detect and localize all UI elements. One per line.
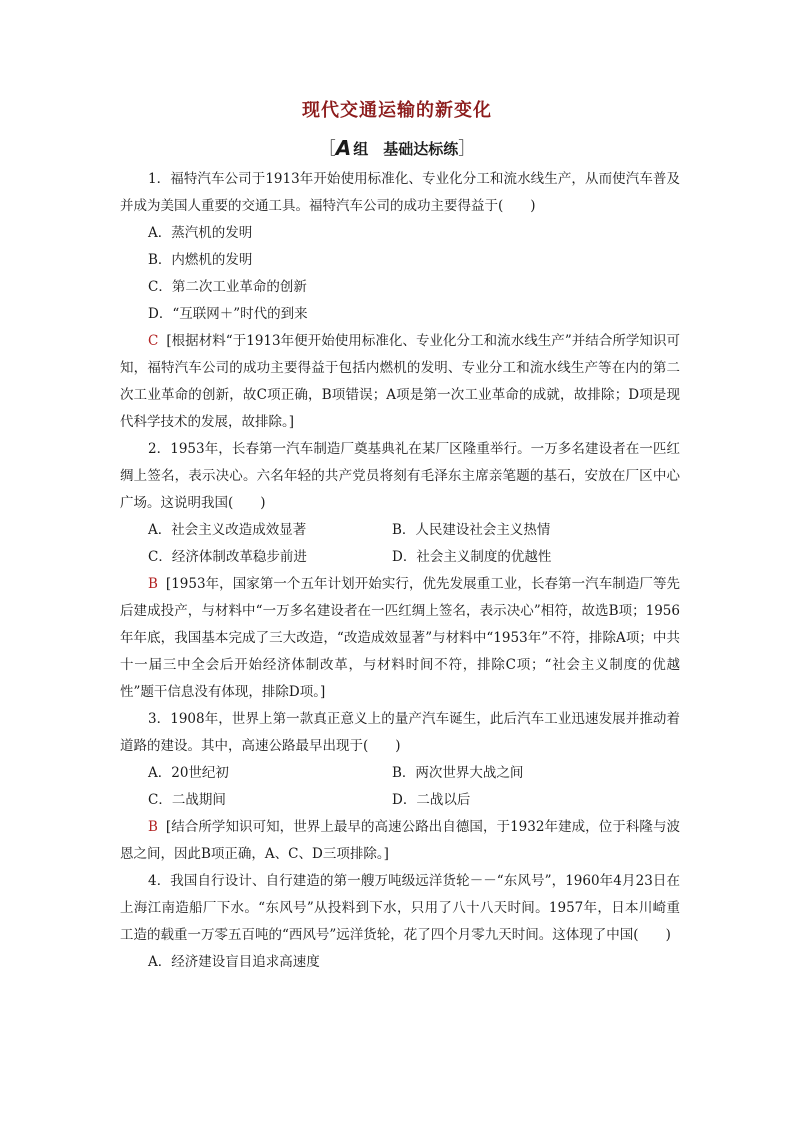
question-1-stem: 1．福特汽车公司于1913年开始使用标准化、专业化分工和流水线生产，从而使汽车普及并成为美国人重要的交通工具。福特汽车公司的成功主要得益于( ): [120, 171, 680, 214]
group-label: 组 基础达标练: [353, 140, 459, 158]
question-2-answer: [120, 571, 680, 706]
question-2-option-c: C．经济体制改革稳步前进: [148, 549, 307, 565]
question-3-option-b: B．两次世界大战之间: [392, 765, 524, 781]
question-1-option-c: C．第二次工业革命的创新: [148, 279, 307, 295]
question-1-answer: [120, 328, 680, 436]
answer-explanation: [1953年，国家第一个五年计划开始实行，优先发展重工业，长春第一汽车制造厂等先后建成投产，与材料中“一万多名建设者在一匹红绸上签名，表示决心”相符，故选B项；1956年年底，我国基本完成了三大改造，“改造成效显著”与材料中“1953年”不符，排除A项；中共十一届三中全会后开始经济体制改革，与材料时间不符，排除C项；“社会主义制度的优越性”题干信息没有体现，排除D项。]: [120, 576, 680, 700]
answer-explanation: [结合所学知识可知，世界上最早的高速公路出自德国，于1932年建成，位于科隆与波恩之间，因此B项正确，A、C、D三项排除。]: [120, 819, 680, 862]
answer-letter: B: [148, 819, 158, 835]
question-2-options-row-2: [120, 544, 680, 571]
question-3-option-d: D．二战以后: [392, 792, 471, 808]
question-3-stem: 3．1908年，世界上第一款真正意义上的量产汽车诞生，此后汽车工业迅速发展并推动着道路的建设。其中，高速公路最早出现于( ): [120, 711, 680, 754]
section-heading: [0, 134, 794, 160]
question-4-option-a: A．经济建设盲目追求高速度: [148, 954, 320, 970]
question-3-options-row-2: [120, 787, 680, 814]
group-letter: A: [335, 136, 352, 160]
question-3-option-a: A．20世纪初: [148, 765, 229, 781]
question-4-stem: 4．我国自行设计、自行建造的第一艘万吨级远洋货轮－－“东风号”，1960年4月23日在上海江南造船厂下水。“东风号”从投料到下水，只用了八十八天时间。1957年，日本川崎重工造的载重一万零五百吨的“西风号”远洋货轮，花了四个月零九天时间。这体现了中国( ): [120, 873, 680, 943]
questions: [120, 166, 680, 976]
question-2-option-b: B．人民建设社会主义热情: [392, 522, 551, 538]
answer-letter: C: [148, 333, 159, 349]
answer-letter: B: [148, 576, 158, 592]
question-1-option-b: B．内燃机的发明: [148, 252, 253, 268]
page-title: 现代交通运输的新变化: [302, 100, 492, 121]
question-1-option-d: D．“互联网＋”时代的到来: [148, 306, 308, 322]
question-2-options-row-1: [120, 517, 680, 544]
question-3-option-c: C．二战期间: [148, 792, 226, 808]
question-2-option-d: D．社会主义制度的优越性: [392, 549, 552, 565]
question-1-option-a: A．蒸汽机的发明: [148, 225, 253, 241]
bracket-open: ［: [318, 139, 336, 159]
question-2-stem: 2．1953年，长春第一汽车制造厂奠基典礼在某厂区隆重举行。一万多名建设者在一匹红绸上签名，表示决心。六名年轻的共产党员将刻有毛泽东主席亲笔题的基石，安放在厂区中心广场。这说明我国( ): [120, 441, 680, 511]
answer-explanation: [根据材料“于1913年便开始使用标准化、专业化分工和流水线生产”并结合所学知识可知，福特汽车公司的成功主要得益于包括内燃机的发明、专业分工和流水线生产等在内的第二次工业革命的创新，故C项正确，B项错误；A项是第一次工业革命的成就，故排除；D项是现代科学技术的发展，故排除。]: [120, 333, 680, 430]
question-3-answer: [120, 814, 680, 868]
question-2-option-a: A．社会主义改造成效显著: [148, 522, 307, 538]
question-3-options-row-1: [120, 760, 680, 787]
bracket-close: ］: [458, 139, 476, 159]
